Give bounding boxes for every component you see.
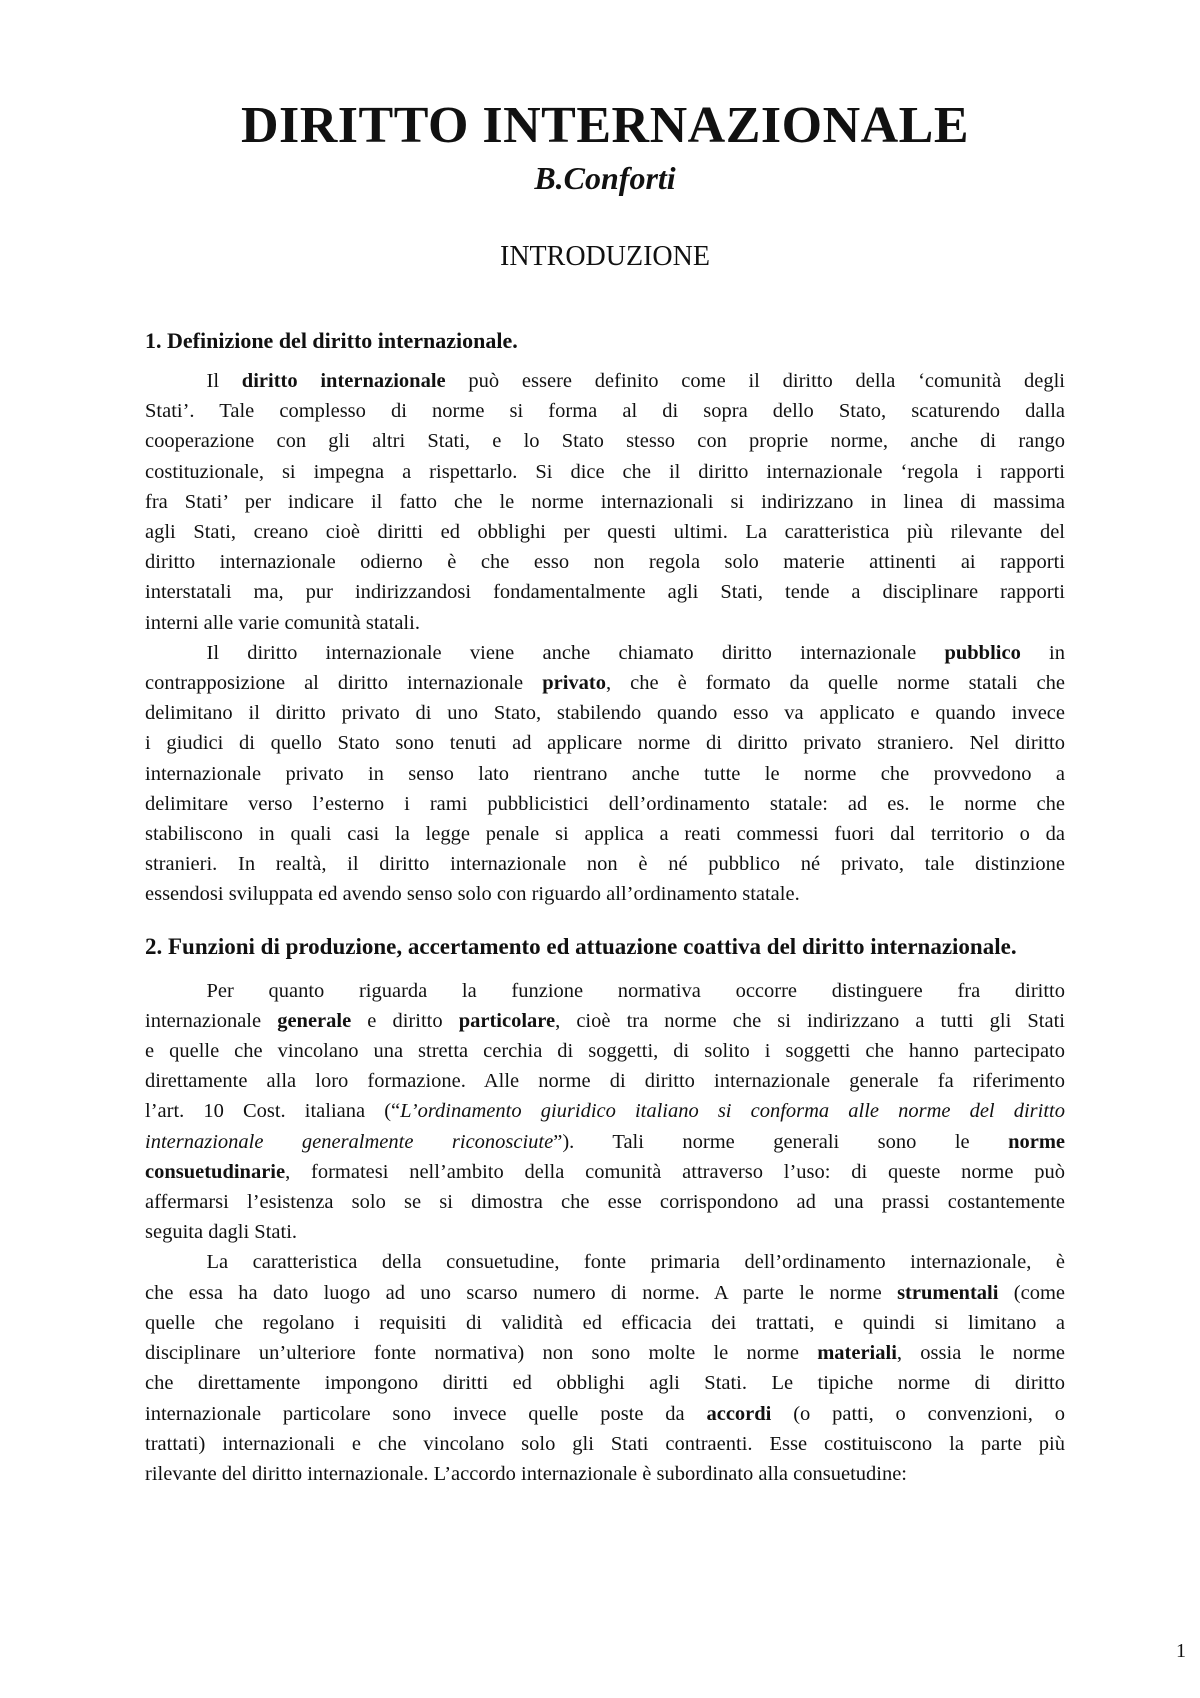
heading-section-1: 1. Definizione del diritto internazionale. (145, 328, 518, 353)
text-line (145, 1338, 1065, 1368)
text-line (145, 1036, 1065, 1066)
text-run: e diritto (351, 1009, 459, 1032)
document-title: DIRITTO INTERNAZIONALE (240, 97, 970, 154)
bold-term: particolare (458, 1009, 556, 1032)
text-line (145, 976, 1065, 1006)
bold-term: materiali (817, 1342, 897, 1365)
italic-quote: L’ordinamento giuridico italiano si conforma alle norme del diritto (400, 1100, 1065, 1123)
text-line (145, 426, 1065, 456)
text-run: in (1020, 641, 1065, 664)
text-run: interstatali ma, pur indirizzandosi fondamentalmente agli Stati, tende a disciplinare rapporti (145, 581, 1065, 604)
text-run: , cioè tra norme che si indirizzano a tutti gli Stati (555, 1009, 1065, 1032)
bold-term: consuetudinarie (145, 1160, 286, 1183)
text-line (145, 1127, 1065, 1157)
paragraph-2-2 (145, 1247, 1065, 1489)
text-run: costituzionale, si impegna a rispettarlo. Si dice che il diritto internazionale ‘regola i rapporti (145, 460, 1065, 483)
text-run: che direttamente impongono diritti ed obblighi agli Stati. Le tipiche norme di diritto (145, 1372, 1065, 1395)
text-line (145, 608, 1065, 638)
text-line (145, 849, 1065, 879)
text-line (145, 728, 1065, 758)
text-run: e quelle che vincolano una stretta cerchia di soggetti, di solito i soggetti che hanno partecipato (145, 1040, 1065, 1063)
text-run: l’art. 10 Cost. italiana (“ (145, 1100, 401, 1123)
text-line (145, 1429, 1065, 1459)
text-line (145, 1247, 1065, 1277)
text-run: quelle che regolano i requisiti di validità ed efficacia dei trattati, e quindi si limitano a (145, 1311, 1065, 1334)
italic-quote: internazionale generalmente riconosciute (145, 1130, 554, 1153)
text-run: trattati) internazionali e che vincolano solo gli Stati contraenti. Esse costituiscono la parte più (145, 1432, 1065, 1455)
text-run: essendosi sviluppata ed avendo senso solo con riguardo all’ordinamento statale. (145, 883, 800, 906)
text-run: stranieri. In realtà, il diritto internazionale non è né pubblico né privato, tale distinzione (145, 853, 1065, 876)
text-run: agli Stati, creano cioè diritti ed obblighi per questi ultimi. La caratteristica più rilevante del (145, 521, 1065, 544)
text-line (145, 1157, 1065, 1187)
text-run: delimitare verso l’esterno i rami pubblicistici dell’ordinamento statale: ad es. le norme che (145, 792, 1065, 815)
paragraph-1-1 (145, 366, 1065, 638)
bold-term: diritto internazionale (241, 370, 446, 392)
text-run: disciplinare un’ulteriore fonte normativa) non sono molte le norme (145, 1342, 818, 1365)
text-run: i giudici di quello Stato sono tenuti ad applicare norme di diritto privato straniero. Nel diritto (145, 732, 1065, 755)
text-run: cooperazione con gli altri Stati, e lo Stato stesso con proprie norme, anche di rango (145, 430, 1065, 453)
text-run: , che è formato da quelle norme statali che (605, 672, 1066, 695)
page-content (145, 96, 1065, 1489)
text-line (145, 547, 1065, 577)
text-line (145, 1066, 1065, 1096)
text-run: direttamente alla loro formazione. Alle norme di diritto internazionale generale fa riferimento (145, 1070, 1065, 1093)
text-line (145, 1006, 1065, 1036)
text-run: interni alle varie comunità statali. (145, 611, 420, 634)
paragraph-2-1 (145, 976, 1065, 1248)
bold-term: accordi (706, 1402, 772, 1425)
text-run: seguita dagli Stati. (145, 1221, 298, 1244)
text-run: delimitano il diritto privato di uno Stato, stabilendo quando esso va applicato e quando invece (145, 702, 1065, 725)
text-run: fra Stati’ per indicare il fatto che le norme internazionali si indirizzano in linea di massima (145, 490, 1065, 513)
text-line (145, 879, 1065, 909)
text-run: affermarsi l’esistenza solo se si dimostra che esse corrispondono ad una prassi costantemente (145, 1191, 1065, 1214)
text-run: ”). Tali norme generali sono le (553, 1130, 1009, 1153)
text-run: internazionale privato in senso lato rientrano anche tutte le norme che provvedono a (145, 762, 1065, 785)
text-run: Per quanto riguarda la funzione normativa occorre distinguere fra diritto (145, 979, 1065, 1002)
text-line (145, 668, 1065, 698)
paragraph-1-2 (145, 638, 1065, 910)
text-line (145, 1096, 1065, 1126)
text-line (145, 1187, 1065, 1217)
text-run: Il diritto internazionale viene anche chiamato diritto internazionale (145, 641, 945, 664)
text-run: Stati’. Tale complesso di norme si forma al di sopra dello Stato, scaturendo dalla (145, 400, 1065, 423)
bold-term: pubblico (944, 641, 1021, 664)
text-line (145, 577, 1065, 607)
text-run: , ossia le norme (896, 1342, 1065, 1365)
text-run: stabiliscono in quali casi la legge penale si applica a reati commessi fuori dal territorio o da (145, 823, 1065, 846)
text-line (145, 366, 1065, 396)
text-run: che essa ha dato luogo ad uno scarso numero di norme. A parte le norme (145, 1281, 898, 1304)
text-run: può essere definito come il diritto della ‘comunità degli (445, 370, 1065, 392)
text-run: (o patti, o convenzioni, o (771, 1402, 1065, 1425)
text-run: , formatesi nell’ambito della comunità attraverso l’uso: di queste norme può (285, 1160, 1065, 1183)
text-line (145, 1217, 1065, 1247)
text-line (145, 819, 1065, 849)
page-number: 1 (1176, 1640, 1186, 1662)
text-line (145, 487, 1065, 517)
text-line (145, 1399, 1065, 1429)
text-run: Il (145, 370, 242, 392)
text-line (145, 517, 1065, 547)
section-title-introduzione: INTRODUZIONE (500, 241, 710, 272)
text-line (145, 1278, 1065, 1308)
heading-section-2: 2. Funzioni di produzione, accertamento ed attuazione coattiva del diritto internazionale. (145, 933, 1017, 959)
text-line (145, 698, 1065, 728)
text-line (145, 1308, 1065, 1338)
bold-term: privato (542, 672, 606, 695)
text-line (145, 1459, 1065, 1489)
text-line (145, 1368, 1065, 1398)
text-line (145, 638, 1065, 668)
text-run: La caratteristica della consuetudine, fonte primaria dell’ordinamento internazionale, è (145, 1251, 1065, 1274)
text-run: contrapposizione al diritto internazionale (145, 672, 543, 695)
text-line (145, 457, 1065, 487)
bold-term: strumentali (897, 1281, 999, 1304)
text-run: internazionale particolare sono invece quelle poste da (145, 1402, 707, 1425)
text-line (145, 789, 1065, 819)
text-run: internazionale (145, 1009, 278, 1032)
text-line (145, 396, 1065, 426)
bold-term: norme (1008, 1130, 1066, 1153)
text-run: rilevante del diritto internazionale. L’accordo internazionale è subordinato alla consuetudine: (145, 1462, 908, 1485)
bold-term: generale (277, 1009, 352, 1032)
text-line (145, 759, 1065, 789)
text-run: diritto internazionale odierno è che esso non regola solo materie attinenti ai rapporti (145, 551, 1065, 574)
document-author: B.Conforti (534, 160, 676, 196)
text-run: (come (998, 1281, 1065, 1304)
